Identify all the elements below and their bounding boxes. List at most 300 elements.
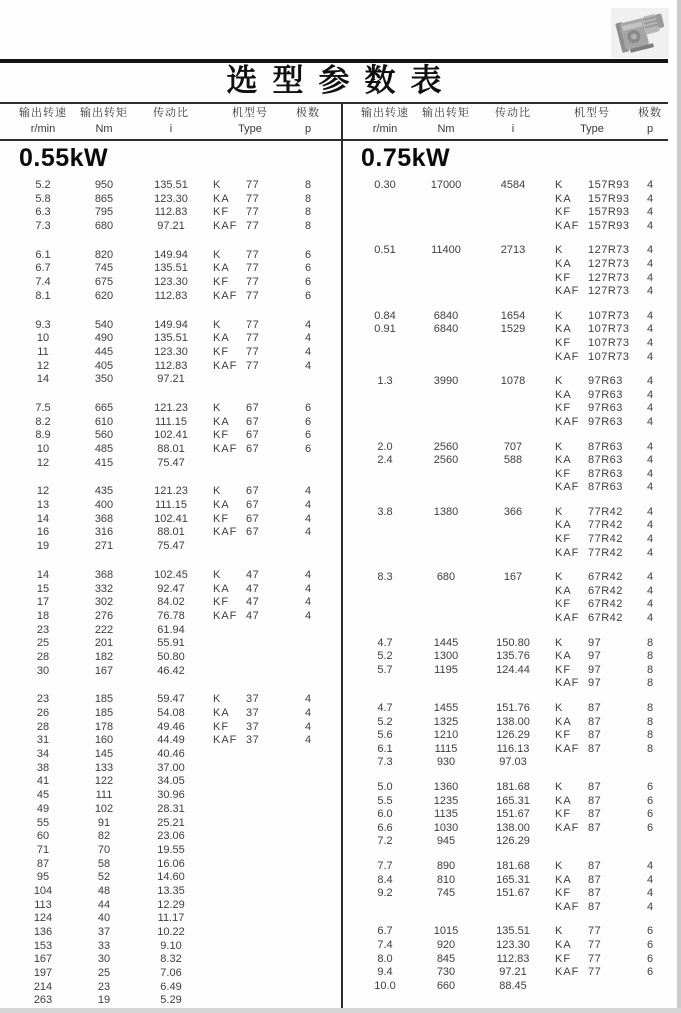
cell-poles: 8: [646, 742, 654, 755]
cell-ratio: 10.22: [157, 926, 185, 938]
cell-type-prefix: [206, 373, 246, 387]
col-label-cn: 机型号: [574, 107, 610, 119]
table-row: [0, 775, 341, 789]
cell-type-model: 67R42: [588, 584, 623, 597]
cell-ratio: [478, 481, 548, 495]
cell-speed: 55: [36, 816, 50, 829]
cell-torque: 400: [94, 499, 114, 512]
cell-type-model: [246, 885, 294, 899]
cell-ratio: 165.31: [496, 794, 530, 807]
table-row: [342, 416, 681, 430]
cell-type-model: 87: [588, 729, 602, 742]
cell-speed: [356, 389, 414, 403]
table-row: [342, 677, 681, 691]
cell-poles: 4: [646, 336, 654, 349]
cell-torque: 25: [97, 967, 111, 980]
col-unit: Type: [580, 123, 604, 135]
cell-type-model: [588, 756, 636, 770]
cell-type-model: 87R63: [588, 467, 623, 480]
cell-poles: 6: [304, 262, 312, 275]
cell-ratio: [478, 533, 548, 547]
cell-poles: [294, 912, 322, 926]
cell-poles: 6: [646, 821, 654, 834]
cell-type-prefix: KF: [555, 808, 572, 821]
cell-poles: [636, 980, 664, 994]
table-row: [0, 193, 341, 207]
cell-poles: 4: [646, 519, 654, 532]
cell-poles: 4: [646, 533, 654, 546]
cell-poles: 4: [304, 345, 312, 358]
cell-torque: 40: [97, 912, 111, 925]
col-unit: r/min: [372, 123, 398, 135]
cell-torque: 3990: [433, 375, 459, 388]
cell-torque: 17000: [430, 179, 462, 191]
cell-type-model: 67: [246, 401, 260, 414]
cell-type-model: 77: [246, 359, 260, 372]
table-row: [342, 375, 681, 389]
table-row: [342, 533, 681, 547]
cell-torque: 810: [436, 873, 456, 886]
cell-ratio: [478, 220, 548, 234]
cell-poles: 8: [646, 729, 654, 742]
row-group: [342, 310, 681, 364]
row-group: [342, 637, 681, 691]
cell-speed: 8.2: [35, 415, 51, 428]
cell-type-prefix: K: [555, 636, 564, 649]
cell-speed: 87: [36, 857, 50, 870]
cell-type-prefix: KAF: [555, 821, 580, 834]
table-row: [0, 220, 341, 234]
cell-speed: [356, 272, 414, 286]
cell-torque: 33: [97, 939, 111, 952]
cell-type-model: 107R73: [588, 350, 630, 363]
row-group: [342, 571, 681, 625]
cell-speed: 10: [36, 332, 50, 345]
cell-ratio: 11.17: [157, 912, 185, 925]
cell-torque: 1135: [434, 808, 458, 821]
cell-poles: 4: [646, 206, 654, 219]
cell-type-prefix: KA: [213, 707, 230, 719]
cell-ratio: 123.30: [154, 276, 188, 289]
page-title: 选型参数表: [226, 63, 457, 98]
cell-type-model: 87: [588, 702, 602, 714]
cell-speed: 2.0: [377, 440, 393, 453]
cell-speed: [356, 416, 414, 430]
table-row: [342, 966, 681, 980]
cell-speed: 5.2: [35, 179, 51, 191]
cell-type-model: [246, 994, 294, 1008]
cell-poles: 6: [646, 925, 654, 938]
table-row: [342, 781, 681, 795]
cell-type-prefix: K: [555, 505, 564, 518]
col-label-cn: 输出转矩: [422, 107, 470, 119]
cell-poles: 6: [304, 415, 312, 428]
cell-type-model: 47: [246, 582, 260, 595]
section-055kw: [0, 142, 341, 1013]
cell-type-prefix: KF: [555, 663, 572, 676]
cell-poles: 4: [646, 440, 654, 453]
rows-container: [342, 179, 681, 993]
cell-poles: 4: [646, 481, 654, 494]
cell-ratio: 40.46: [157, 748, 185, 761]
cell-type-model: 157R93: [588, 179, 630, 191]
cell-type-model: [246, 373, 294, 387]
cell-ratio: 19.55: [157, 843, 185, 856]
cell-ratio: 124.44: [496, 663, 530, 676]
cell-ratio: 151.67: [496, 808, 530, 821]
cell-torque: 316: [94, 526, 114, 539]
col-label-cn: 极数: [296, 107, 320, 119]
cell-type-prefix: KAF: [555, 966, 580, 979]
cell-poles: 4: [304, 693, 312, 706]
cell-speed: 0.91: [374, 323, 396, 336]
cell-type-prefix: K: [213, 248, 222, 261]
cell-type-prefix: [206, 624, 246, 638]
cell-torque: 1235: [433, 794, 459, 807]
cell-speed: 49: [36, 802, 50, 815]
cell-type-model: 127R73: [588, 244, 630, 257]
cell-type-model: [246, 912, 294, 926]
cell-speed: 6.7: [377, 925, 393, 938]
cell-type-model: 87: [588, 900, 602, 913]
cell-type-model: 67: [246, 443, 260, 455]
table-row: [0, 179, 341, 193]
cell-type-prefix: [206, 858, 246, 872]
table-row: [0, 981, 341, 995]
scan-edge-right: [677, 0, 681, 1013]
cell-type-prefix: [206, 665, 246, 679]
col-label-cn: 传动比: [495, 107, 531, 119]
cell-type-model: [588, 835, 636, 849]
cell-poles: [294, 748, 322, 762]
cell-type-prefix: KA: [213, 332, 230, 345]
cell-type-model: [246, 624, 294, 638]
cell-torque: [414, 533, 478, 547]
cell-poles: 4: [646, 505, 654, 518]
cell-ratio: 151.76: [496, 702, 530, 714]
cell-ratio: 2713: [500, 244, 526, 257]
cell-ratio: 111.15: [154, 415, 187, 428]
table-row: [342, 953, 681, 967]
cell-type-model: 87: [588, 715, 602, 728]
cell-speed: [356, 337, 414, 351]
cell-poles: 8: [304, 192, 312, 205]
table-row: [0, 485, 341, 499]
cell-speed: 2.4: [377, 454, 393, 467]
cell-ratio: 167: [503, 571, 523, 584]
cell-speed: 95: [36, 871, 50, 884]
cell-poles: 4: [646, 271, 654, 284]
cell-poles: 4: [646, 859, 654, 872]
cell-speed: 5.5: [377, 794, 393, 807]
table-row: [0, 596, 341, 610]
cell-torque: [414, 258, 478, 272]
cell-poles: 4: [304, 485, 312, 498]
cell-torque: 680: [436, 571, 456, 584]
cell-torque: 730: [436, 966, 456, 979]
table-row: [342, 351, 681, 365]
cell-type-prefix: [206, 748, 246, 762]
cell-torque: 560: [94, 429, 114, 442]
cell-ratio: 102.41: [154, 512, 188, 525]
table-header-left: [0, 105, 341, 137]
cell-speed: 5.6: [377, 729, 393, 742]
cell-torque: 133: [94, 761, 114, 774]
cell-type-model: 157R93: [588, 219, 630, 232]
table-row: [0, 276, 341, 290]
table-row: [0, 940, 341, 954]
table-row: [342, 285, 681, 299]
cell-torque: 167: [94, 664, 114, 677]
cell-type-model: [246, 844, 294, 858]
cell-poles: 4: [646, 612, 654, 625]
table-row: [0, 402, 341, 416]
table-row: [0, 665, 341, 679]
cell-type-model: 47: [246, 609, 260, 622]
cell-type-model: 87: [588, 821, 602, 834]
cell-torque: 2560: [433, 440, 459, 453]
cell-speed: 7.7: [377, 859, 393, 872]
cell-ratio: [478, 258, 548, 272]
cell-type-prefix: [206, 540, 246, 554]
cell-torque: [414, 901, 478, 915]
cell-poles: [294, 899, 322, 913]
cell-type-model: 67: [246, 485, 260, 498]
cell-ratio: 54.08: [157, 707, 185, 719]
cell-torque: 70: [97, 843, 111, 856]
cell-type-prefix: KAF: [213, 443, 238, 455]
cell-ratio: 111.15: [154, 499, 187, 512]
cell-torque: 820: [94, 248, 114, 261]
cell-type-model: [246, 789, 294, 803]
header-bottom-rule: [0, 139, 668, 141]
cell-poles: 4: [304, 359, 312, 372]
cell-speed: 16: [36, 526, 50, 539]
cell-torque: 1030: [433, 821, 459, 834]
cell-type-prefix: KF: [213, 512, 230, 525]
cell-torque: 91: [97, 816, 111, 829]
table-row: [342, 650, 681, 664]
cell-torque: [414, 193, 478, 207]
table-row: [342, 571, 681, 585]
cell-poles: 6: [304, 429, 312, 442]
cell-poles: [294, 844, 322, 858]
table-row: [0, 762, 341, 776]
cell-ratio: 14.60: [157, 871, 185, 884]
cell-torque: 271: [94, 540, 114, 553]
cell-type-prefix: [206, 830, 246, 844]
cell-ratio: [478, 285, 548, 299]
table-row: [342, 743, 681, 757]
cell-type-model: [246, 775, 294, 789]
cell-torque: 1380: [433, 505, 459, 518]
cell-poles: 4: [304, 720, 312, 733]
cell-ratio: 126.29: [496, 835, 530, 848]
cell-speed: 10: [36, 443, 50, 455]
cell-type-prefix: KA: [213, 262, 230, 275]
cell-speed: 8.3: [377, 571, 393, 584]
cell-poles: [294, 540, 322, 554]
table-row: [342, 702, 681, 716]
cell-torque: 201: [94, 637, 114, 650]
cell-type-prefix: KF: [555, 952, 572, 965]
cell-type-prefix: KAF: [213, 609, 238, 622]
cell-type-model: 77: [246, 220, 260, 233]
cell-type-model: 77: [246, 289, 260, 302]
cell-speed: [356, 258, 414, 272]
table-row: [0, 830, 341, 844]
cell-poles: 8: [646, 636, 654, 649]
cell-ratio: 165.31: [496, 873, 530, 886]
cell-poles: 6: [304, 289, 312, 302]
cell-speed: 5.2: [377, 715, 393, 728]
cell-speed: 214: [33, 980, 53, 993]
table-row: [0, 871, 341, 885]
cell-torque: 930: [436, 756, 456, 769]
cell-torque: 48: [97, 884, 111, 897]
cell-type-model: [246, 748, 294, 762]
cell-ratio: 75.47: [157, 456, 185, 469]
cell-speed: 18: [36, 609, 50, 622]
cell-speed: 30: [36, 664, 50, 677]
cell-type-model: 97R63: [588, 388, 623, 401]
cell-torque: 610: [94, 415, 114, 428]
cell-speed: 60: [36, 830, 50, 843]
table-row: [0, 817, 341, 831]
col-header-speed: [356, 105, 414, 137]
scan-edge-bottom: [0, 1008, 681, 1013]
cell-speed: 8.0: [377, 952, 393, 965]
table-row: [0, 803, 341, 817]
col-unit: Nm: [95, 123, 113, 135]
cell-type-prefix: KAF: [213, 289, 238, 302]
table-row: [342, 193, 681, 207]
row-group: [0, 179, 341, 234]
cell-type-prefix: KA: [555, 650, 572, 663]
cell-poles: [294, 871, 322, 885]
cell-speed: [356, 677, 414, 691]
cell-torque: [414, 206, 478, 220]
table-row: [0, 443, 341, 457]
cell-poles: 6: [304, 401, 312, 414]
cell-torque: [414, 481, 478, 495]
cell-type-model: [246, 762, 294, 776]
table-row: [342, 441, 681, 455]
cell-ratio: 6.49: [160, 980, 182, 993]
cell-speed: 34: [36, 748, 50, 761]
cell-type-prefix: KAF: [213, 220, 238, 233]
cell-poles: [294, 457, 322, 471]
cell-poles: 8: [646, 650, 654, 663]
cell-poles: 6: [304, 276, 312, 289]
cell-poles: 4: [646, 584, 654, 597]
cell-ratio: 366: [503, 505, 523, 518]
cell-type-model: 77: [246, 179, 260, 191]
cell-type-model: 127R73: [588, 257, 630, 270]
cell-type-prefix: KAF: [555, 219, 580, 232]
cell-type-prefix: [206, 457, 246, 471]
cell-speed: 8.9: [35, 429, 51, 442]
cell-type-prefix: KA: [555, 257, 572, 270]
cell-speed: [356, 901, 414, 915]
cell-poles: 6: [646, 966, 654, 979]
cell-ratio: 181.68: [496, 859, 530, 872]
cell-type-model: 87: [588, 780, 602, 793]
cell-type-prefix: KF: [213, 276, 230, 289]
section-075kw: [342, 142, 681, 1013]
cell-type-model: [246, 803, 294, 817]
cell-speed: 14: [36, 373, 50, 386]
table-row: [0, 499, 341, 513]
cell-type-prefix: KAF: [213, 359, 238, 372]
cell-type-prefix: KAF: [555, 481, 580, 494]
cell-ratio: 97.21: [157, 220, 185, 233]
cell-poles: 4: [646, 402, 654, 415]
cell-speed: 28: [36, 720, 50, 733]
table-row: [0, 290, 341, 304]
cell-torque: [414, 519, 478, 533]
cell-speed: 28: [36, 650, 50, 663]
cell-poles: 4: [646, 388, 654, 401]
row-group: [342, 702, 681, 770]
cell-ratio: 112.83: [154, 206, 188, 219]
cell-torque: 660: [436, 979, 456, 992]
cell-type-prefix: KA: [213, 582, 230, 595]
cell-type-prefix: K: [555, 780, 564, 793]
table-row: [342, 323, 681, 337]
cell-type-model: [246, 665, 294, 679]
cell-type-prefix: [206, 953, 246, 967]
cell-type-model: 157R93: [588, 192, 630, 205]
cell-ratio: 135.76: [496, 650, 530, 663]
cell-speed: [356, 206, 414, 220]
cell-speed: [356, 481, 414, 495]
table-row: [0, 373, 341, 387]
table-row: [0, 540, 341, 554]
col-header-torque: [414, 105, 478, 137]
cell-type-prefix: KF: [555, 533, 572, 546]
cell-speed: 7.2: [377, 835, 393, 848]
table-row: [0, 721, 341, 735]
cell-ratio: [478, 337, 548, 351]
cell-poles: 4: [304, 734, 312, 747]
cell-torque: [414, 389, 478, 403]
cell-torque: 405: [94, 359, 114, 372]
cell-type-model: 127R73: [588, 271, 630, 284]
cell-speed: 5.8: [35, 192, 51, 205]
cell-ratio: 76.78: [157, 609, 185, 622]
table-row: [0, 346, 341, 360]
col-unit: p: [304, 123, 312, 135]
cell-speed: 6.3: [35, 206, 51, 219]
cell-torque: 368: [94, 568, 114, 581]
table-row: [342, 244, 681, 258]
cell-type-prefix: KA: [555, 584, 572, 597]
cell-ratio: 1078: [500, 375, 526, 388]
cell-type-model: [246, 871, 294, 885]
cell-ratio: 5.29: [160, 994, 182, 1007]
cell-torque: [414, 677, 478, 691]
table-row: [0, 651, 341, 665]
cell-speed: [356, 598, 414, 612]
cell-type-prefix: [206, 651, 246, 665]
cell-type-model: 77: [588, 925, 602, 938]
table-row: [342, 835, 681, 849]
table-row: [342, 795, 681, 809]
cell-poles: 8: [304, 206, 312, 219]
cell-poles: 6: [304, 248, 312, 261]
cell-poles: [294, 817, 322, 831]
